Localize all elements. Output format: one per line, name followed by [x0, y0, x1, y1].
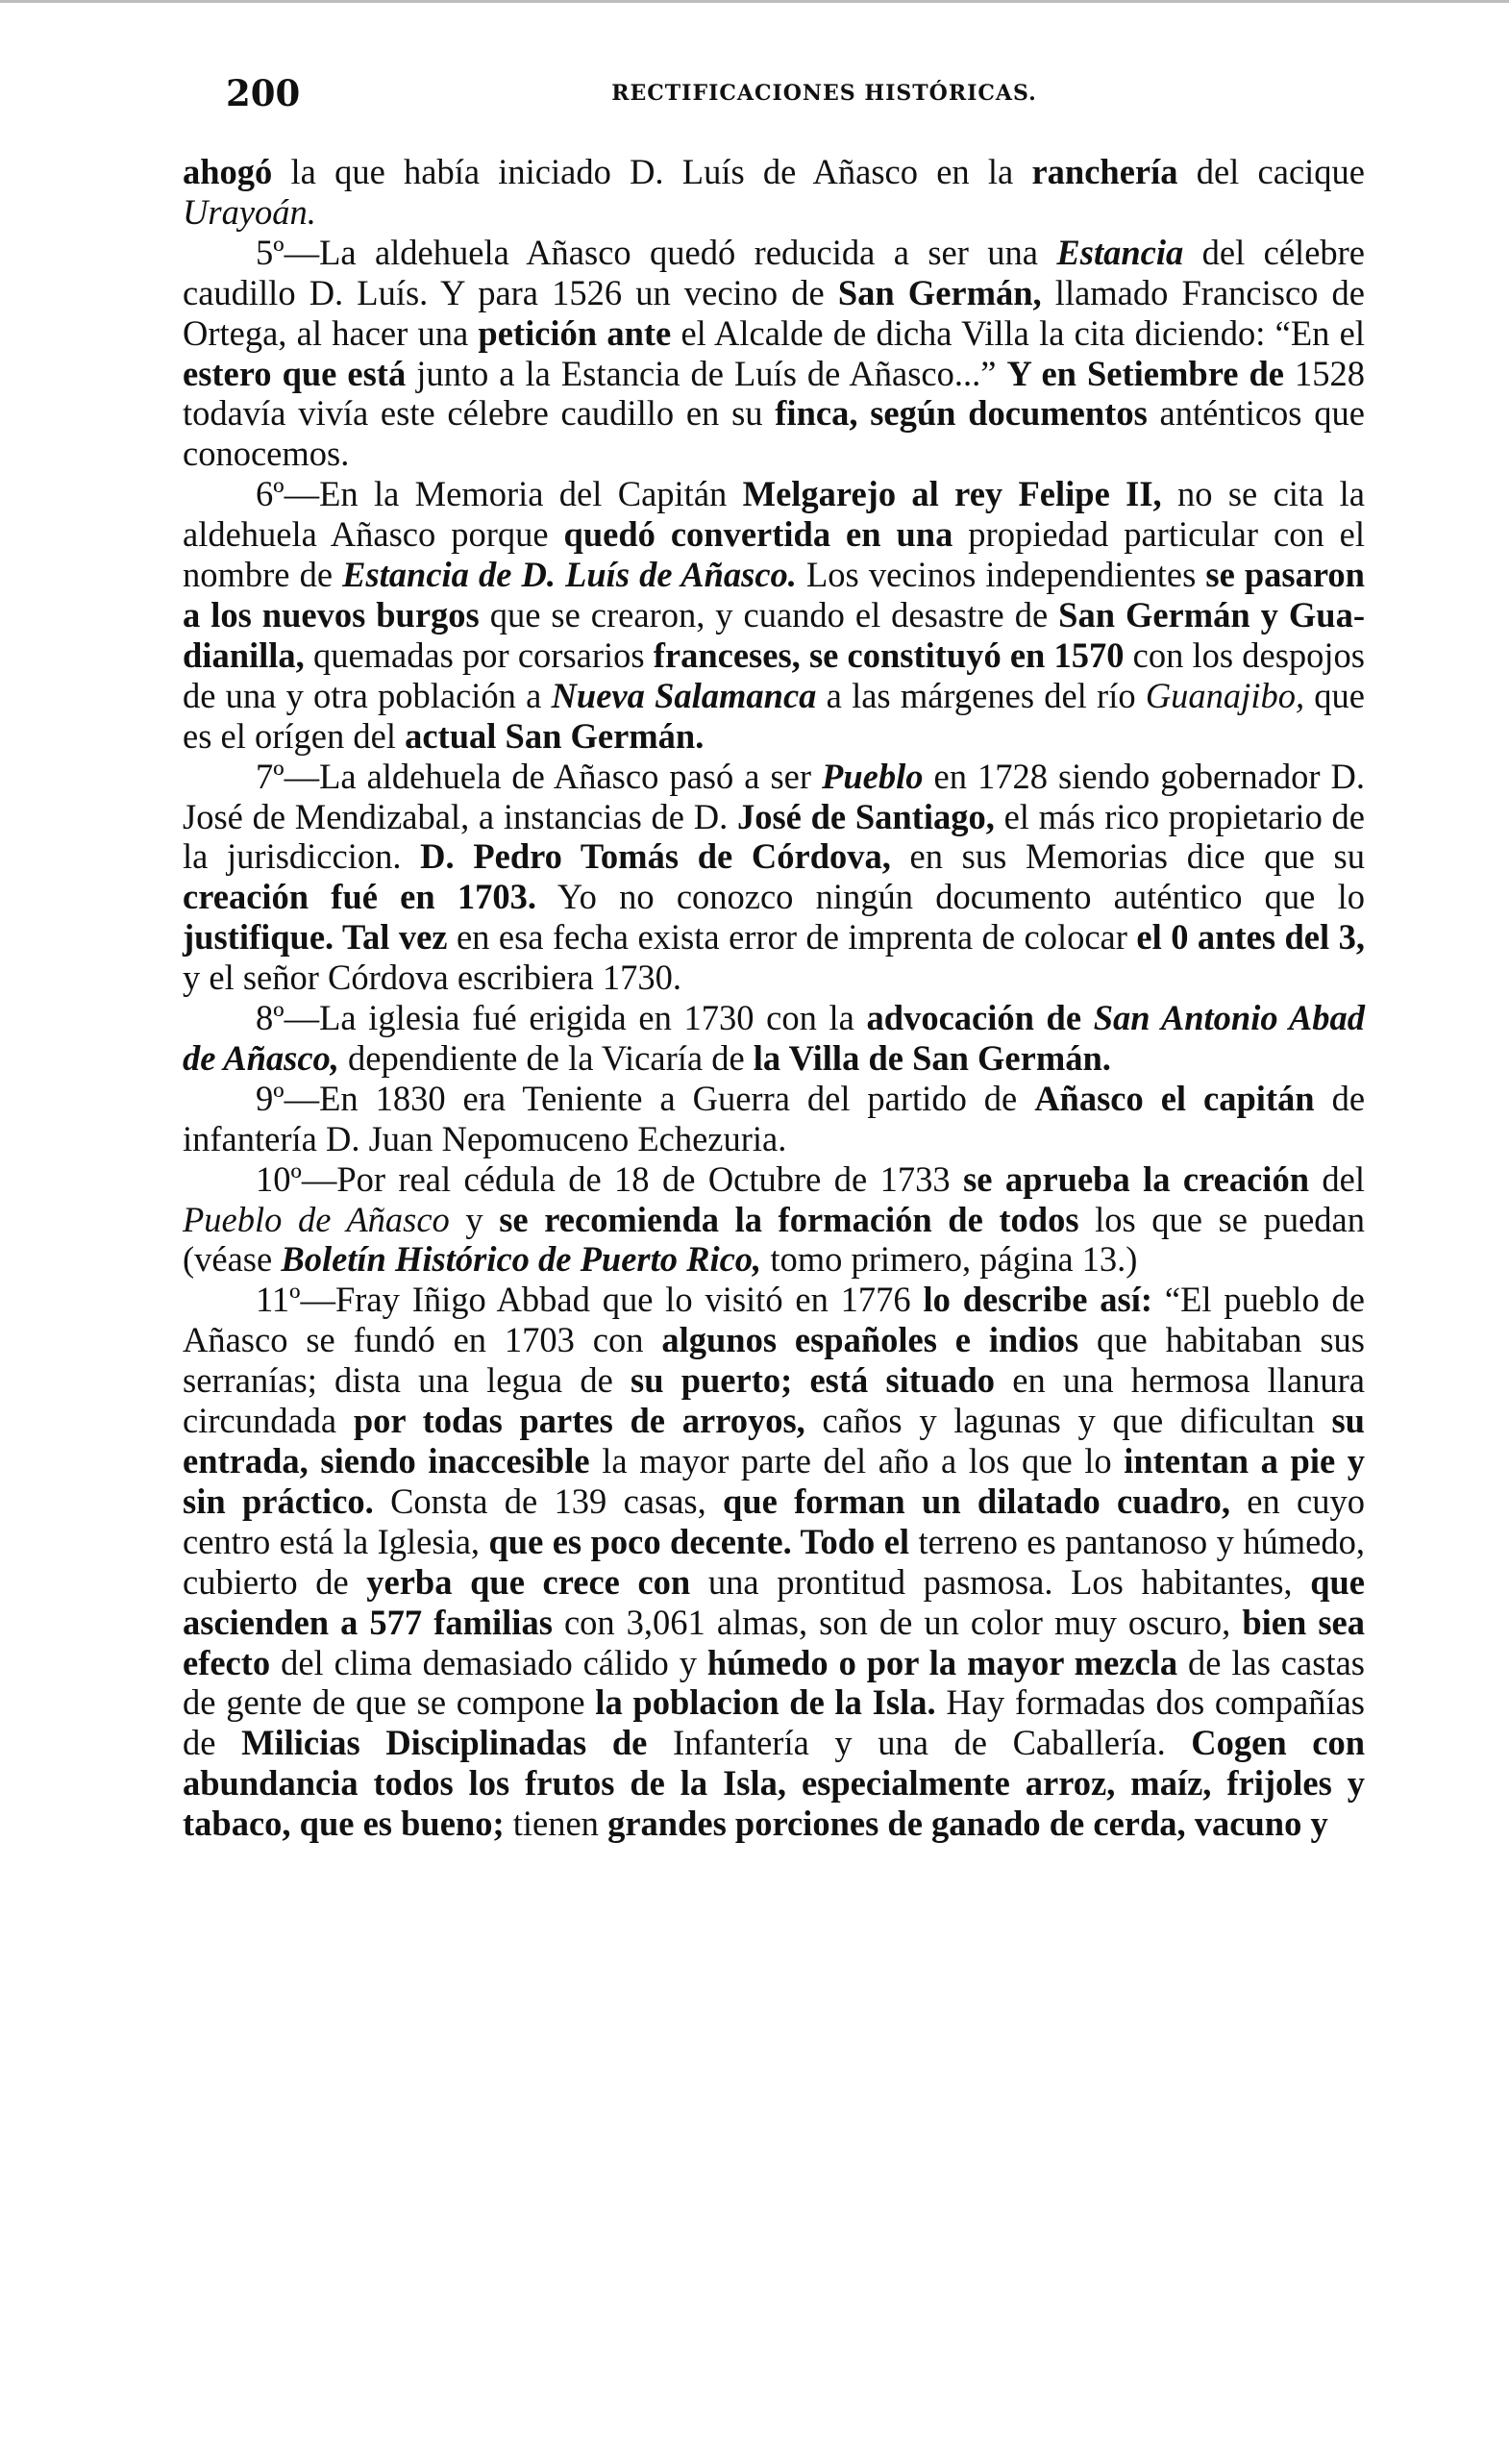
text-run: 6º—En la Memoria del Capitán [256, 474, 743, 514]
paragraph-item-5 [183, 233, 1365, 474]
text-run: bien sea efecto [183, 1602, 1365, 1682]
text-run: Urayoán. [183, 191, 316, 232]
text-run: Pueblo [822, 756, 924, 796]
text-run: D. Pedro Tomás de Córdova, [420, 836, 891, 877]
text-run: ranchería [1031, 152, 1178, 191]
text-run: en 1728 siendo gobernador D. José de Mendizabal, a instancias de D. [183, 756, 1365, 836]
text-run: creación fué en 1703. [183, 877, 537, 917]
text-run: anténticos que conocemos. [183, 393, 1365, 474]
text-run: por todas partes de arroyos, [353, 1401, 805, 1441]
text-run: Melgarejo al rey Felipe II, [742, 474, 1162, 514]
text-run: se recomienda la formación de todos [499, 1199, 1079, 1239]
text-run: San Antonio Abad de Añasco, [183, 998, 1365, 1078]
body-text [183, 152, 1365, 1844]
text-run: en cuyo centro está la Iglesia, [183, 1481, 1365, 1561]
text-run: yerba que crece con [366, 1561, 691, 1602]
page-number: 200 [226, 72, 301, 114]
text-run: Estancia de D. Luís de Añasco. [342, 555, 797, 595]
text-run: 1528 todavía vivía este célebre caudillo en su [183, 353, 1365, 434]
text-run: estero que está [183, 353, 407, 393]
text-run: en una hermosa llanura circundada [183, 1360, 1365, 1441]
text-run: 7º—La aldehuela de Añasco pasó a ser [256, 756, 823, 796]
text-run [1081, 998, 1094, 1037]
text-run: llamado Francisco de Ortega, al hacer una [183, 272, 1365, 353]
text-run: Estancia [1056, 232, 1184, 272]
text-run: que ascienden a 577 familias [183, 1561, 1365, 1642]
text-run: Boletín Histórico de Puerto Rico, [281, 1239, 762, 1280]
text-run: 8º—La iglesia fué erigida en 1730 con la [256, 998, 867, 1038]
paragraph-item-11 [183, 1280, 1365, 1844]
text-run: la Villa de San Germán. [753, 1037, 1111, 1078]
text-run: 11º—Fray Iñigo Abbad que lo visitó en 1776 [256, 1280, 924, 1320]
top-edge-rule [0, 0, 1509, 3]
text-run: 5º—La aldehuela Añasco quedó reducida a ser una [256, 232, 1057, 272]
text-run: de las castas de gente de que se compone [183, 1642, 1365, 1723]
text-run: algunos españoles e indios [661, 1320, 1079, 1360]
paragraph-item-9 [183, 1079, 1365, 1159]
text-run: ahogó [183, 152, 273, 191]
text-run: y [449, 1199, 500, 1239]
text-run: que habitaban sus serranías; dista una legua de [183, 1320, 1366, 1401]
paragraph-item-10 [183, 1159, 1365, 1281]
text-run: el más rico propietario de la jurisdiccion. [183, 796, 1366, 877]
text-run: del clima demasiado cálido y [270, 1642, 707, 1682]
text-run: quemadas por corsarios [304, 635, 654, 675]
text-run: finca, según documentos [775, 393, 1148, 434]
text-run: que es poco decente. Todo el [488, 1521, 910, 1561]
text-run: con los despojos de una y otra población a [183, 635, 1365, 715]
text-run: del cacique [1177, 152, 1365, 191]
text-run: caños y lagunas y que dificultan [804, 1401, 1332, 1441]
text-run: Yo no conozco ningún documento auténtico que lo [536, 877, 1365, 917]
text-run: la que había iniciado D. Luís de Añasco en la [272, 152, 1032, 191]
text-run: su entrada, siendo inaccesible [183, 1401, 1365, 1481]
text-run: la poblacion de la Isla. [595, 1682, 936, 1723]
text-run: Los vecinos independientes [796, 555, 1206, 595]
text-run: del célebre caudillo D. Luís. Y para 1526 un vecino de [183, 232, 1365, 312]
text-run: no se cita la aldehuela Añasco porque [183, 474, 1365, 555]
text-run: Y en Setiembre de [1006, 353, 1284, 393]
text-run: José de Santiago, [736, 796, 995, 836]
text-run: actual San Germán. [405, 715, 705, 756]
text-run: “El pueblo de Añasco se fundó en 1703 con [183, 1280, 1365, 1360]
text-run: dependiente de la Vicaría de [338, 1037, 754, 1078]
text-run: tomo primero, página 13.) [761, 1239, 1138, 1280]
text-run: que forman un dilatado cuadro, [723, 1481, 1230, 1521]
text-run: intentan a pie y sin práctico. [183, 1441, 1365, 1521]
text-run: que se crearon, y cuando el desastre de [479, 594, 1059, 635]
text-run: 10º—Por real cédula de 18 de Octubre de 1733 [256, 1158, 964, 1199]
text-run: la mayor parte del año a los que lo [589, 1441, 1125, 1481]
text-run: Hay formadas dos compañías de [183, 1682, 1365, 1763]
text-run: del [1309, 1158, 1366, 1199]
text-run: quedó convertida en una [563, 514, 953, 555]
text-run: de infantería D. Juan Nepomuceno Echezuria. [183, 1078, 1366, 1158]
text-run: Infantería y una de Caballería. [647, 1723, 1192, 1763]
text-run: Pueblo de Añasco [183, 1199, 450, 1239]
paragraph-1 [183, 152, 1365, 233]
text-run: San Germán, [837, 272, 1042, 312]
paragraph-item-8 [183, 998, 1365, 1079]
text-run: el Alcalde de dicha Villa la cita diciendo: “En el [671, 312, 1365, 353]
text-run: tienen [504, 1804, 608, 1844]
page-header [226, 69, 1365, 117]
text-run: Milicias Disciplinadas de [241, 1723, 648, 1763]
text-run: Cogen con abundancia todos los frutos de la Isla, especialmente arroz, maíz, frijoles y tabaco, que es bueno; [183, 1723, 1366, 1844]
text-run: justifique. Tal vez [183, 917, 448, 958]
text-run: propiedad particular con el nombre de [183, 514, 1365, 595]
text-run: lo describe así: [923, 1280, 1153, 1320]
running-head: RECTIFICACIONES HISTÓRICAS. [611, 81, 1037, 106]
text-run: petición ante [478, 312, 672, 353]
text-run: San Germán y Guadianilla, [183, 594, 1365, 675]
text-run: en esa fecha exista error de imprenta de colocar [447, 917, 1137, 958]
text-run: grandes porciones de ganado de cerda, vacuno y [607, 1804, 1328, 1844]
text-run: el 0 antes del 3, [1136, 917, 1366, 958]
text-run: que es el orígen del [183, 675, 1366, 756]
text-run: junto a la Estancia de Luís de Añasco...” [406, 353, 1007, 393]
paragraph-item-7 [183, 757, 1365, 998]
text-run: los que se puedan (véase [183, 1199, 1365, 1280]
text-run: en sus Memorias dice que su [890, 836, 1365, 877]
text-run: se pasaron a los nuevos burgos [183, 555, 1365, 635]
text-run: 9º—En 1830 era Teniente a Guerra del partido de [256, 1078, 1035, 1118]
text-run: franceses, se constituyó en 1570 [653, 635, 1125, 675]
text-run: a las márgenes del río [816, 675, 1146, 715]
text-run: Añasco el capitán [1034, 1078, 1315, 1118]
text-run: y el señor Córdova escribiera 1730. [183, 958, 681, 998]
text-run: húmedo o por la mayor mezcla [706, 1642, 1178, 1682]
text-run: con 3,061 almas, son de un color muy oscuro, [552, 1602, 1243, 1642]
text-run: terreno es pantanoso y húmedo, cubierto de [183, 1521, 1365, 1602]
text-run: se aprueba la creación [963, 1158, 1309, 1199]
text-run: Guanajibo, [1145, 675, 1305, 715]
text-run: Consta de 139 casas, [373, 1481, 724, 1521]
text-run: una prontitud pasmosa. Los habitantes, [690, 1561, 1311, 1602]
text-run: advocación de [866, 998, 1082, 1038]
paragraph-item-6 [183, 474, 1365, 756]
text-run: su puerto; está situado [630, 1360, 996, 1401]
text-run: Nueva Salamanca [551, 675, 817, 715]
